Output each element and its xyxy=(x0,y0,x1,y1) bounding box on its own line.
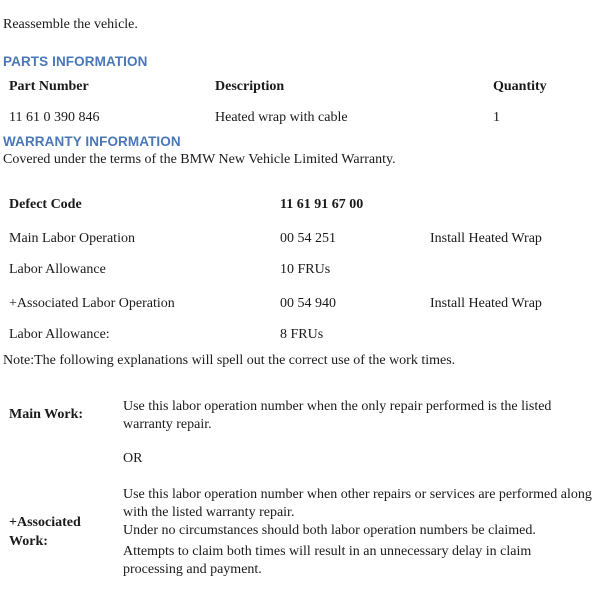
warranty-coverage: Covered under the terms of the BMW New Vehicle Limited Warranty. xyxy=(3,152,396,167)
defect-code-value: 11 61 91 67 00 xyxy=(280,197,364,212)
or-text: OR xyxy=(123,451,143,466)
part-description-value: Heated wrap with cable xyxy=(215,110,348,125)
parts-heading: PARTS INFORMATION xyxy=(3,54,148,69)
labor-row-label: Main Labor Operation xyxy=(9,231,135,246)
associated-work-warning: Under no circumstances should both labor operation numbers be claimed. xyxy=(123,523,536,538)
associated-work-consequence: Attempts to claim both times will result in an unnecessary delay in claim processing and payment. xyxy=(123,544,532,577)
main-work-text: Use this labor operation number when the only repair performed is the listed warranty repair. xyxy=(123,399,552,432)
labor-row-value: 00 54 940 xyxy=(280,296,336,311)
defect-code-label: Defect Code xyxy=(9,197,82,212)
labor-row-label: +Associated Labor Operation xyxy=(9,296,175,311)
part-quantity-value: 1 xyxy=(493,110,500,125)
intro-text: Reassemble the vehicle. xyxy=(3,17,138,32)
parts-header-description: Description xyxy=(215,79,285,94)
part-number-value: 11 61 0 390 846 xyxy=(9,110,100,125)
labor-row-desc: Install Heated Wrap xyxy=(430,231,542,246)
associated-work-text: Use this labor operation number when other repairs or services are performed along with the listed warranty repair. xyxy=(123,487,592,520)
labor-row-label: Labor Allowance xyxy=(9,262,106,277)
note-text: Note:The following explanations will spell out the correct use of the work times. xyxy=(3,353,456,368)
associated-work-label: +Associated Work: xyxy=(9,515,81,549)
labor-row-value: 8 FRUs xyxy=(280,327,324,342)
main-work-label: Main Work: xyxy=(9,407,84,422)
warranty-heading: WARRANTY INFORMATION xyxy=(3,134,181,149)
labor-row-label: Labor Allowance: xyxy=(9,327,110,342)
parts-header-quantity: Quantity xyxy=(493,79,547,94)
labor-row-desc: Install Heated Wrap xyxy=(430,296,542,311)
labor-row-value: 10 FRUs xyxy=(280,262,331,277)
parts-header-part-number: Part Number xyxy=(9,79,89,94)
labor-row-value: 00 54 251 xyxy=(280,231,336,246)
